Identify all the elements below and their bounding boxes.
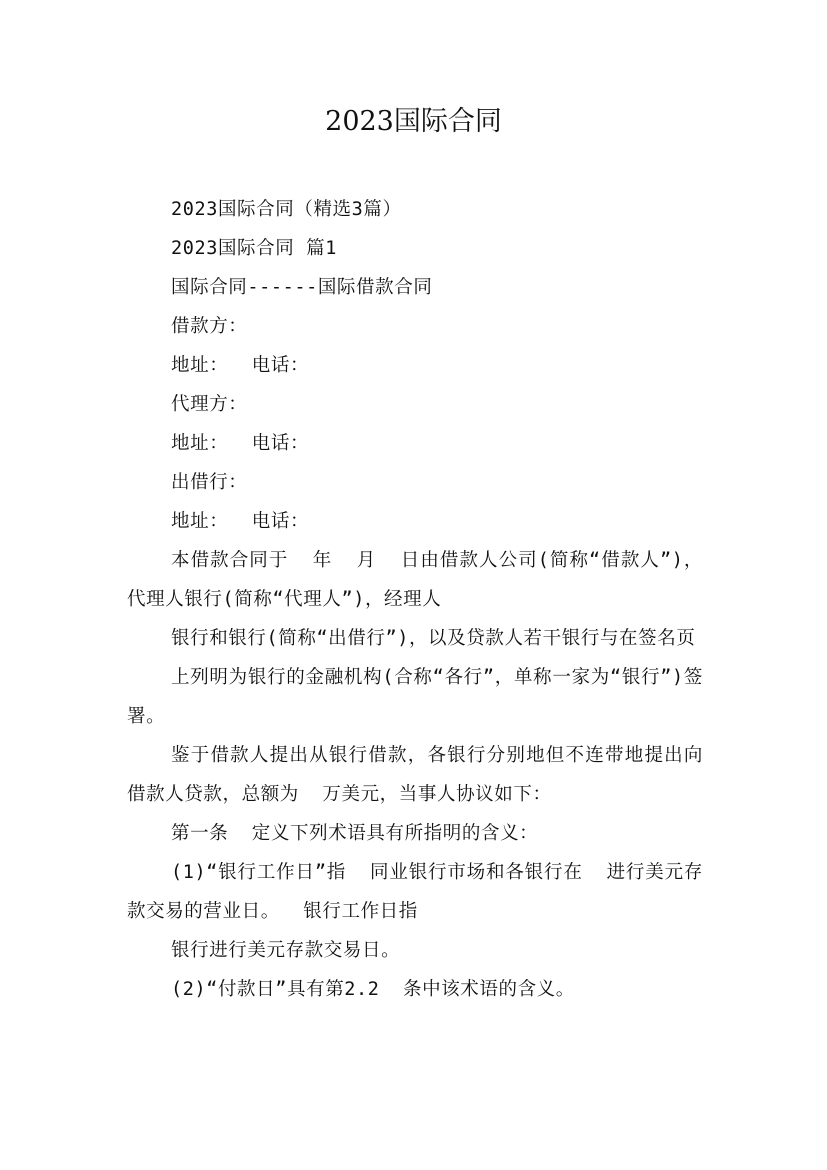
paragraph-borrower-address: 地址： 电话： (171, 355, 310, 376)
paragraph-business-day-continued: 银行进行美元存款交易日。 (171, 940, 401, 961)
paragraph-contract-parties: 本借款合同于 年 月 日由借款人公司(简称“借款人”)，代理人银行(简称“代理人”)，经理人 (127, 550, 703, 610)
paragraph-signing-banks: 上列明为银行的金融机构(合称“各行”，单称一家为“银行”)签署。 (127, 667, 703, 727)
paragraph-lending-banks: 银行和银行(简称“出借行”)，以及贷款人若干银行与在签名页 (171, 628, 696, 649)
paragraph-borrower: 借款方： (171, 316, 248, 337)
paragraph-definition-payment-date: (2)“付款日”具有第2.2 条中该术语的含义。 (171, 979, 575, 1000)
paragraph-agent-address: 地址： 电话： (171, 433, 310, 454)
document-title: 2023国际合同 (325, 106, 502, 137)
document-body (127, 190, 703, 1009)
paragraph-definition-business-day: (1)“银行工作日”指 同业银行市场和各银行在 进行美元存款交易的营业日。 银行工作日指 (127, 862, 703, 922)
paragraph-agent: 代理方： (171, 394, 248, 415)
paragraph-lender-address: 地址： 电话： (171, 511, 310, 532)
paragraph-subtitle: 2023国际合同（精选3篇） (171, 199, 402, 220)
paragraph-contract-type: 国际合同------国际借款合同 (171, 277, 433, 298)
paragraph-whereas: 鉴于借款人提出从银行借款，各银行分别地但不连带地提出向借款人贷款，总额为 万美元，当事人协议如下： (127, 745, 703, 805)
paragraph-article-one: 第一条 定义下列术语具有所指明的含义： (171, 823, 539, 844)
paragraph-lender: 出借行： (171, 472, 248, 493)
paragraph-section-heading: 2023国际合同 篇1 (171, 238, 337, 259)
